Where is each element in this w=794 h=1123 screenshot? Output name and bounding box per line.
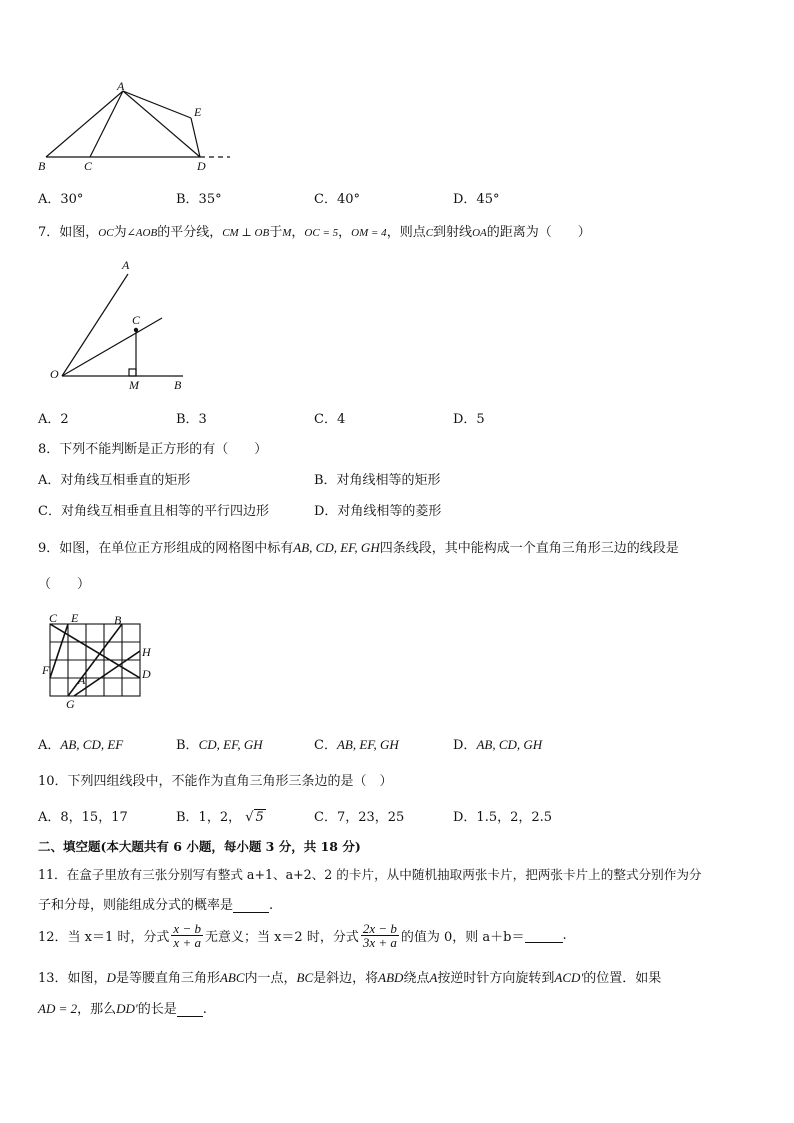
q7-label-m: M [129, 378, 139, 392]
q12-stem: 12．当 x＝1 时，分式 $\frac{x - b}{x + a}$ 无意义；当 x＝2 时，分式 $\frac{2x - b}{3x + a}$ 的值为 0，则 a＋b＝ . [38, 921, 567, 950]
q9-label-c: C [49, 612, 58, 625]
q7-label-c: C [132, 313, 141, 327]
q9-label-d: D [142, 667, 151, 681]
q9-option-d[interactable]: D．AB, CD, GH [453, 737, 543, 753]
q7-label-a: A [122, 258, 130, 272]
q11-line2: 子和分母，则能组成分式的概率是 . [38, 898, 274, 913]
q9-paren: （ ） [38, 577, 91, 592]
q10-option-b[interactable]: B．1，2， √ 5 [176, 810, 264, 825]
q6-option-b[interactable]: B．35° [176, 192, 222, 207]
q6-figure [30, 78, 240, 178]
q6-option-a[interactable]: A．30° [38, 192, 84, 207]
q12-answer-blank[interactable] [525, 928, 563, 943]
q9-label-a: A [78, 673, 86, 687]
q9-option-b[interactable]: B．CD, EF, GH [176, 737, 263, 753]
q9-label-f: F [42, 663, 50, 677]
q10-option-d[interactable]: D．1.5，2，2.5 [453, 810, 553, 825]
q9-option-c[interactable]: C．AB, EF, GH [314, 737, 399, 753]
q6-label-e: E [194, 105, 202, 119]
q9-label-b: B [114, 613, 122, 627]
q10-sqrt-arg: 5 [255, 810, 264, 825]
q9-label-g: G [66, 697, 75, 711]
q13-line2: AD = 2，那么DD′的长是 . [38, 1001, 207, 1017]
q9-stem: 9．如图，在单位正方形组成的网格图中标有AB, CD, EF, GH四条线段，其中能构成一个直角三角形三边的线段是 [38, 540, 679, 556]
q6-label-d: D [197, 159, 206, 173]
q6-option-c[interactable]: C．40° [314, 192, 360, 207]
q11-line1: 11．在盒子里放有三张分别写有整式 a+1、a+2、2 的卡片，从中随机抽取两张卡片，把两张卡片上的整式分别作为分 [38, 867, 702, 882]
q11-answer-blank[interactable] [233, 898, 269, 913]
section-fill-blank-heading: 二、填空题(本大题共有 6 小题，每小题 3 分，共 18 分) [38, 839, 361, 854]
q8-option-c[interactable]: C．对角线互相垂直且相等的平行四边形 [38, 504, 269, 519]
q7-option-a[interactable]: A．2 [38, 412, 69, 427]
q13-answer-blank[interactable] [177, 1002, 203, 1017]
q8-option-a[interactable]: A．对角线互相垂直的矩形 [38, 473, 191, 488]
q7-option-c[interactable]: C．4 [314, 412, 346, 427]
q7-label-o: O [50, 367, 59, 381]
q7-option-d[interactable]: D．5 [453, 412, 485, 427]
q7-figure [40, 256, 200, 396]
q9-label-h: H [142, 645, 151, 659]
q6-option-d[interactable]: D．45° [453, 192, 500, 207]
q8-stem: 8．下列不能判断是正方形的有（ ） [38, 442, 268, 457]
q9-label-e: E [71, 612, 79, 625]
q9-grid-figure [38, 612, 163, 712]
q7-stem: 7．如图，OC为∠AOB的平分线，CM ⊥ OB于M，OC = 5，OM = 4，则点C到射线OA的距离为（ ） [38, 225, 591, 240]
q12-fraction-1: $\frac{x - b}{x + a}$ [173, 921, 201, 950]
q8-option-d[interactable]: D．对角线相等的菱形 [314, 504, 442, 519]
q6-label-c: C [84, 159, 93, 173]
q10-option-a[interactable]: A．8，15，17 [38, 810, 128, 825]
q7-option-b[interactable]: B．3 [176, 412, 207, 427]
q12-fraction-2: $\frac{2x - b}{3x + a}$ [362, 921, 397, 950]
q6-label-b: B [38, 159, 46, 173]
q8-option-b[interactable]: B．对角线相等的矩形 [314, 473, 441, 488]
q10-stem: 10．下列四组线段中，不能作为直角三角形三条边的是（ ） [38, 774, 393, 789]
q6-label-a: A [117, 79, 125, 93]
q7-label-b: B [174, 378, 182, 392]
q10-option-c[interactable]: C．7，23，25 [314, 810, 405, 825]
q13-line1: 13．如图，D是等腰直角三角形ABC内一点，BC是斜边，将ABD绕点A按逆时针方向旋转到ACD′的位置．如果 [38, 970, 662, 986]
q9-option-a[interactable]: A．AB, CD, EF [38, 737, 124, 753]
